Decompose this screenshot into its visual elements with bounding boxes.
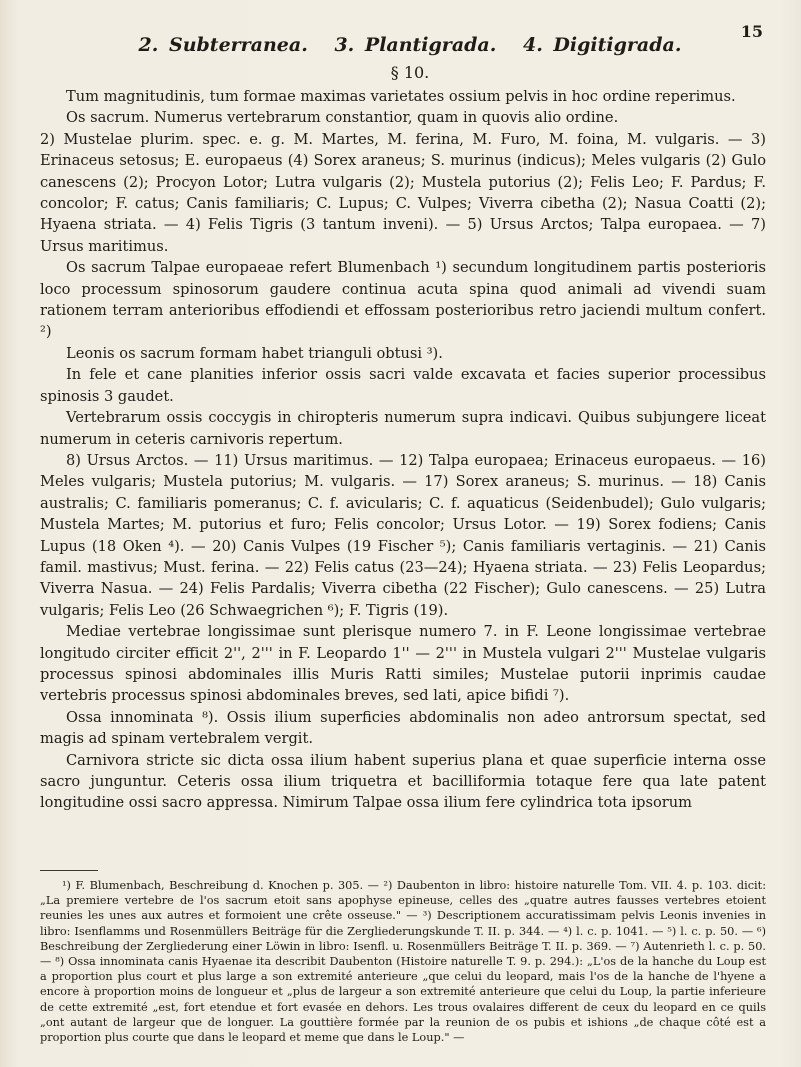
footnotes [40, 878, 766, 1045]
heading-digitigrada: 4. Digitigrada. [522, 34, 682, 56]
heading-plantigrada: 3. Plantigrada. [334, 34, 497, 56]
page-heading [60, 34, 760, 56]
paragraph: 8) Ursus Arctos. — 11) Ursus maritimus. — 12) Talpa europaea; Erinaceus europaeus. — 16) Meles vulgaris; Mustela putorius; M. vulgaris. — 17) Sorex araneus; S. murinus. — 18) Canis australis; C. familiaris pomeranus; C. f. avicularis; C. f. aquaticus (Seidenbudel); Gulo vulgaris; Mustela Martes; M. putorius et furo; Felis concolor; Ursus Lotor. — 19) Sorex fodiens; Canis Lupus (18 Oken ⁴). — 20) Canis Vulpes (19 Fischer ⁵); Canis familiaris vertaginis. — 21) Canis famil. mastivus; Must. ferina. — 22) Felis catus (23—24); Hyaena striata. — 23) Felis Leopardus; Viverra Nasua. — 24) Felis Pardalis; Viverra cibetha (22 Fischer); Gulo canescens. — 25) Lutra vulgaris; Felis Leo (26 Schwaegrichen ⁶); F. Tigris (19). [40, 451, 766, 619]
paragraph: In fele et cane planities inferior ossis sacri valde excavata et facies superior processibus spinosis 3 gaudet. [40, 366, 766, 405]
paragraph: Os sacrum Talpae europaeae refert Blumenbach ¹) secundum longitudinem partis posterioris loco processum spinosorum gaudere continua acuta spina quod animali ad vivendi suam rationem terram anterioribus effodiendi et effossam posterioribus retro jaciendi multum confert. ²) [40, 259, 766, 341]
paragraph: 2) Mustelae plurim. spec. e. g. M. Martes, M. ferina, M. Furo, M. foina, M. vulgaris. — 3) Erinaceus setosus; E. europaeus (4) Sorex araneus; S. murinus (indicus); Meles vulgaris (2) Gulo canescens (2); Procyon Lotor; Lutra vulgaris (2); Mustela putorius (2); Felis Leo; F. Pardus; F. concolor; F. catus; Canis familiaris; C. Lupus; C. Vulpes; Viverra cibetha (2); Nasua Coatti (2); Hyaena striata. — 4) Felis Tigris (3 tantum inveni). — 5) Ursus Arctos; Talpa europaea. — 7) Ursus maritimus. [40, 130, 766, 255]
body-text [40, 86, 766, 814]
page-number: 15 [740, 22, 763, 41]
page-margin [0, 0, 16, 1067]
section-number: § 10. [390, 63, 430, 82]
heading-subterranea: 2. Subterranea. [138, 34, 308, 56]
paragraph: Os sacrum. Numerus vertebrarum constantior, quam in quovis alio ordine. [66, 109, 619, 127]
paragraph: Tum magnitudinis, tum formae maximas varietates ossium pelvis in hoc ordine reperimus. [66, 88, 736, 105]
paragraph: Leonis os sacrum formam habet trianguli obtusi ³). [66, 344, 443, 362]
paragraph: Ossa innominata ⁸). Ossis ilium superficies abdominalis non adeo antrorsum spectat, sed magis ad spinam vertebralem vergit. [40, 708, 766, 748]
paragraph: Vertebrarum ossis coccygis in chiropteris numerum supra indicavi. Quibus subjungere liceat numerum in ceteris carnivoris repertum. [40, 409, 766, 448]
footnote-rule [40, 870, 98, 871]
paragraph: Carnivora stricte sic dicta ossa ilium habent superius plana et quae superficie interna osse sacro junguntur. Ceteris ossa ilium triquetra et bacilliformia totaque fere qua late patent longitudine ossi sacro appressa. Nimirum Talpae ossa ilium fere cylindrica tota ipsorum [40, 751, 766, 812]
paragraph: Mediae vertebrae longissimae sunt plerisque numero 7. in F. Leone longissimae vertebrae longitudo circiter efficit 2'', 2''' in F. Leopardo 1'' — 2''' in Mustela vulgari 2''' Mustelae vulgaris processus spinosi abdominales illis Muris Ratti similes; Mustelae putorii inprimis caudae vertebris processus spinosi abdominales breves, sed lati, apice bifidi ⁷). [40, 623, 766, 705]
footnote-text: ¹) F. Blumenbach, Beschreibung d. Knochen p. 305. — ²) Daubenton in libro: histoire naturelle Tom. VII. 4. p. 103. dicit: „La premiere vertebre de l'os sacrum etoit sans apophyse epineuse, celles des „quatre autres fausses vertebres etoient reunies les unes aux autres et formoient une crête osseuse." — ³) Descriptionem accuratissimam pelvis Leonis invenies in libro: Isenflamms und Rosenmüllers Beiträge für die Zergliederungskunde T. II. p. 344. — ⁴) l. c. p. 1041. — ⁵) l. c. p. 50. — ⁶) Beschreibung der Zergliederung einer Löwin in libro: Isenfl. u. Rosenmüllers Beiträge T. II. p. 369. — ⁷) Autenrieth l. c. p. 50. — ⁸) Ossa innominata canis Hyaenae ita describit Daubenton (Histoire naturelle T. 9. p. 294.): „L'os de la hanche du Loup est a proportion plus court et plus large a son extremité anterieure „que celui du leopard, mais l'os de la hanche de l'hyene a encore à proportion moins de longueur et „plus de largeur a son extremité anterieure que celui du Loup, la partie inferieure de cette extremité „est, fort etendue et fort evasée en dehors. Les trous ovalaires different de ceux du leopard en ce quils „ont autant de largeur que de longuer. La gouttière formée par la reunion de os pubis et ishions „de chaque côté est a proportion plus courte que dans le leopard et meme que dans le Loup." — [40, 879, 766, 1045]
